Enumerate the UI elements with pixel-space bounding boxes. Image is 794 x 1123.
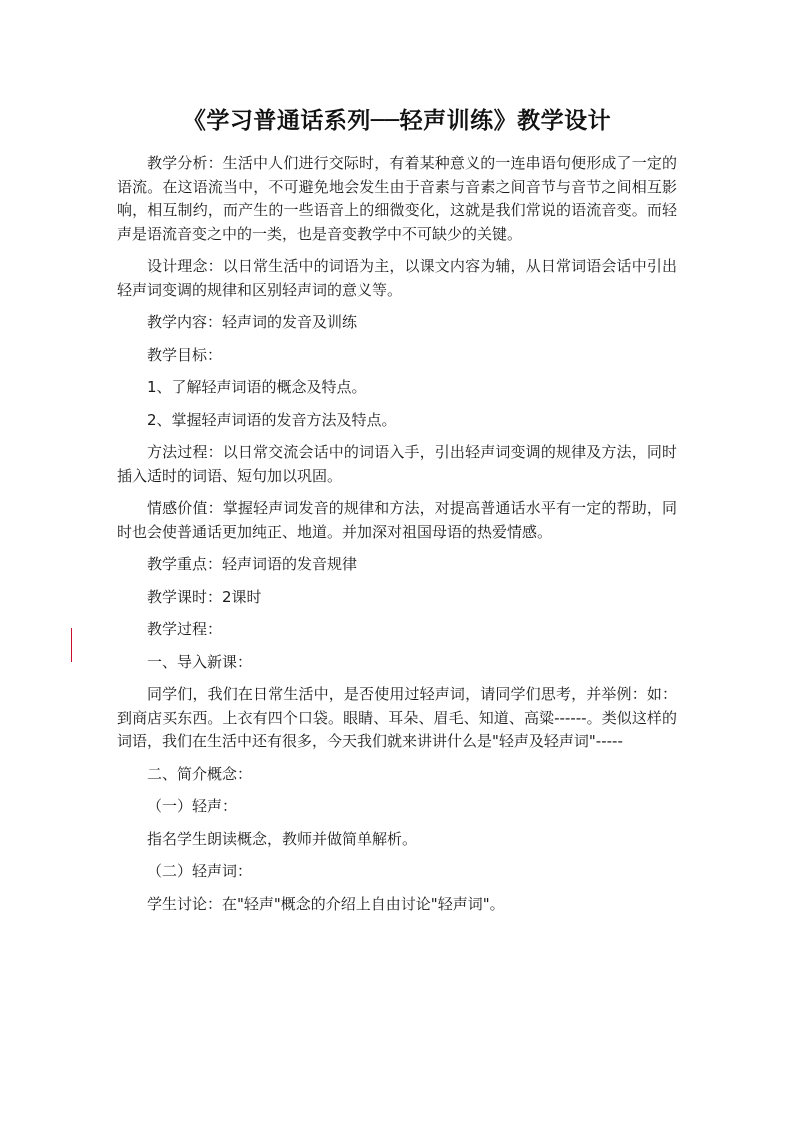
paragraph-subsection-1-heading: （一）轻声： xyxy=(147,797,238,815)
document-title: 《学习普通话系列──轻声训练》教学设计 xyxy=(182,107,612,134)
document-body xyxy=(117,152,677,925)
paragraph-teaching-focus: 教学重点：轻声词语的发音规律 xyxy=(147,555,358,573)
paragraph-emotional-value: 情感价值：掌握轻声词发音的规律和方法，对提高普通话水平有一定的帮助，同时也会使普通话更加纯正、地道。并加深对祖国母语的热爱情感。 xyxy=(117,499,677,541)
paragraph-subsection-2-text: 学生讨论：在"轻声"概念的介绍上自由讨论"轻声词"。 xyxy=(147,894,505,913)
paragraph-teaching-process: 教学过程： xyxy=(147,620,223,638)
paragraph-teaching-analysis: 教学分析：生活中人们进行交际时，有着某种意义的一连串语句便形成了一定的语流。在这语流当中，不可避免地会发生由于音素与音素之间音节与音节之间相互影响，相互制约，而产生的一些语音上的细微变化，这就是我们常说的语流音变。而轻声是语流音变之中的一类，也是音变教学中不可缺少的关键。 xyxy=(117,154,677,243)
revision-change-bar xyxy=(71,628,72,662)
paragraph-subsection-1-text: 指名学生朗读概念，教师并做简单解析。 xyxy=(147,829,418,848)
paragraph-design-concept: 设计理念：以日常生活中的词语为主，以课文内容为辅，从日常词语会话中引出轻声词变调的规律和区别轻声词的意义等。 xyxy=(117,257,677,299)
paragraph-introduction-text: 同学们，我们在日常生活中，是否使用过轻声词，请同学们思考，并举例：如：到商店买东西。上衣有四个口袋。眼睛、耳朵、眉毛、知道、高粱------。类似这样的词语，我们在生活中还有很多，今天我们就来讲讲什么是"轻声及轻声词"----- xyxy=(117,685,677,750)
paragraph-teaching-goals: 教学目标： xyxy=(147,345,223,364)
paragraph-section-2-heading: 二、简介概念： xyxy=(147,764,253,783)
paragraph-teaching-content: 教学内容：轻声词的发音及训练 xyxy=(147,313,358,331)
paragraph-class-hours: 教学课时：2课时 xyxy=(147,587,262,606)
paragraph-goal-2: 2、掌握轻声词语的发音方法及特点。 xyxy=(147,410,397,429)
paragraph-subsection-2-heading: （二）轻声词： xyxy=(147,862,253,880)
paragraph-section-1-heading: 一、导入新课： xyxy=(147,652,253,671)
paragraph-goal-1: 1、了解轻声词语的概念及特点。 xyxy=(147,378,367,396)
paragraph-method-process: 方法过程：以日常交流会话中的词语入手，引出轻声词变调的规律及方法，同时插入适时的词语、短句加以巩固。 xyxy=(117,443,677,485)
